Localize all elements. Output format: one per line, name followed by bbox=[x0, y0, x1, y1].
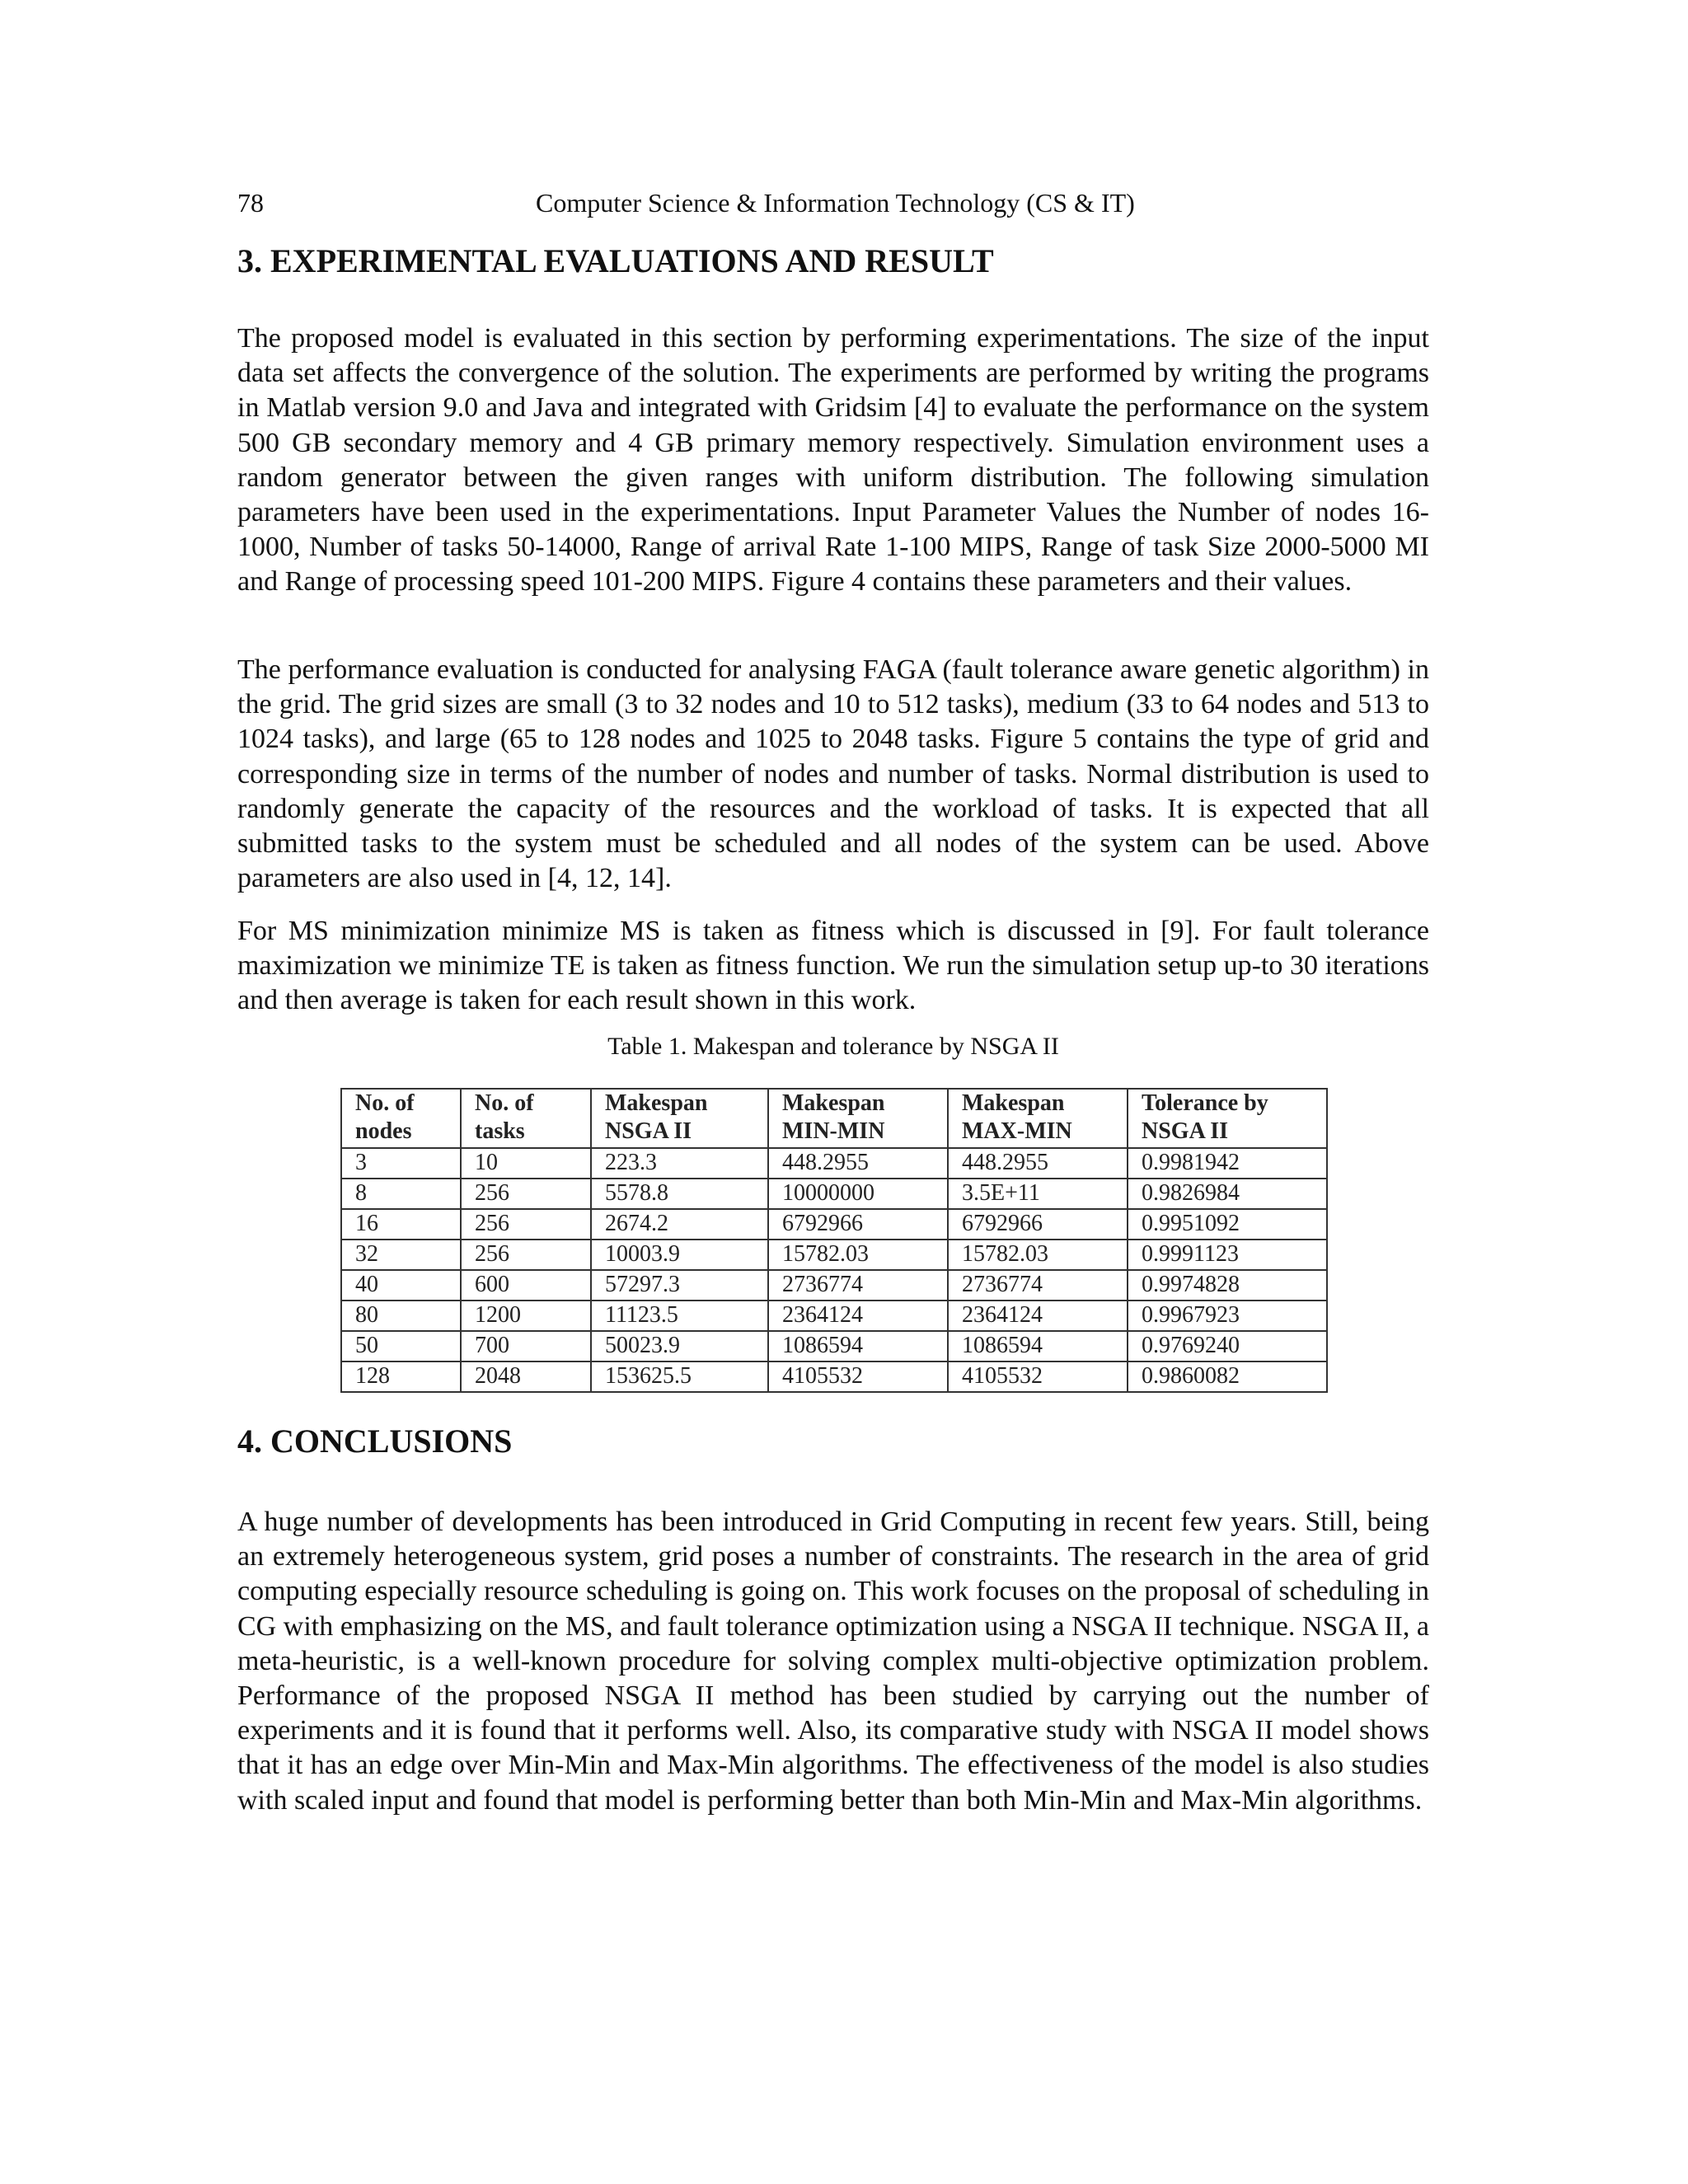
table-row bbox=[341, 1179, 1327, 1209]
table-row bbox=[341, 1331, 1327, 1361]
cell-makespan-min-min: 4105532 bbox=[768, 1361, 948, 1392]
cell-makespan-min-min: 2364124 bbox=[768, 1301, 948, 1331]
cell-tasks: 600 bbox=[461, 1270, 591, 1301]
cell-makespan-nsga: 5578.8 bbox=[591, 1179, 768, 1209]
header-makespan-min-min: Makespan MIN-MIN bbox=[768, 1089, 948, 1148]
cell-nodes: 80 bbox=[341, 1301, 461, 1331]
section-3-paragraph-3: For MS minimization minimize MS is taken as fitness which is discussed in [9]. For fault tolerance maximization we minimize TE is taken as fitness function. We run the simulation setup up-to 30 iterations and then average is taken for each result shown in this work. bbox=[237, 916, 1429, 1016]
header-makespan-nsga: Makespan NSGA II bbox=[591, 1089, 768, 1148]
cell-tolerance: 0.9991123 bbox=[1128, 1240, 1327, 1270]
cell-nodes: 128 bbox=[341, 1361, 461, 1392]
cell-makespan-max-min: 1086594 bbox=[948, 1331, 1128, 1361]
page-number: 78 bbox=[237, 188, 264, 218]
cell-tasks: 256 bbox=[461, 1179, 591, 1209]
cell-nodes: 8 bbox=[341, 1179, 461, 1209]
cell-nodes: 3 bbox=[341, 1148, 461, 1179]
cell-makespan-min-min: 15782.03 bbox=[768, 1240, 948, 1270]
table-header-row bbox=[341, 1089, 1327, 1148]
table-row bbox=[341, 1361, 1327, 1392]
table-row bbox=[341, 1270, 1327, 1301]
cell-makespan-max-min: 448.2955 bbox=[948, 1148, 1128, 1179]
cell-tolerance: 0.9826984 bbox=[1128, 1179, 1327, 1209]
cell-makespan-nsga: 57297.3 bbox=[591, 1270, 768, 1301]
header-makespan-max-min: Makespan MAX-MIN bbox=[948, 1089, 1128, 1148]
header-tasks: No. of tasks bbox=[461, 1089, 591, 1148]
cell-makespan-min-min: 10000000 bbox=[768, 1179, 948, 1209]
cell-tolerance: 0.9951092 bbox=[1128, 1209, 1327, 1240]
table-row bbox=[341, 1209, 1327, 1240]
section-3-paragraph-1: The proposed model is evaluated in this section by performing experimentations. The size of the input data set affects the convergence of the solution. The experiments are performed by writing the programs in Matlab version 9.0 and Java and integrated with Gridsim [4] to evaluate the performance on the system 500 GB secondary memory and 4 GB primary memory respectively. Simulation environment uses a random generator between the given ranges with uniform distribution. The following simulation parameters have been used in the experimentations. Input Parameter Values the Number of nodes 16-1000, Number of tasks 50-14000, Range of arrival Rate 1-100 MIPS, Range of task Size 2000-5000 MI and Range of processing speed 101-200 MIPS. Figure 4 contains these parameters and their values. bbox=[237, 323, 1429, 598]
cell-makespan-min-min: 448.2955 bbox=[768, 1148, 948, 1179]
cell-tolerance: 0.9981942 bbox=[1128, 1148, 1327, 1179]
cell-makespan-max-min: 2736774 bbox=[948, 1270, 1128, 1301]
running-header bbox=[237, 186, 1431, 219]
cell-makespan-nsga: 153625.5 bbox=[591, 1361, 768, 1392]
cell-makespan-nsga: 223.3 bbox=[591, 1148, 768, 1179]
header-nodes: No. of nodes bbox=[341, 1089, 461, 1148]
cell-tasks: 10 bbox=[461, 1148, 591, 1179]
section-3-title: 3. EXPERIMENTAL EVALUATIONS AND RESULT bbox=[237, 242, 994, 279]
section-4-title: 4. CONCLUSIONS bbox=[237, 1422, 513, 1460]
table-row bbox=[341, 1301, 1327, 1331]
cell-nodes: 50 bbox=[341, 1331, 461, 1361]
cell-makespan-max-min: 15782.03 bbox=[948, 1240, 1128, 1270]
table-1-makespan-tolerance bbox=[340, 1088, 1328, 1393]
cell-tasks: 256 bbox=[461, 1240, 591, 1270]
cell-tolerance: 0.9974828 bbox=[1128, 1270, 1327, 1301]
cell-makespan-min-min: 2736774 bbox=[768, 1270, 948, 1301]
cell-tasks: 1200 bbox=[461, 1301, 591, 1331]
cell-nodes: 32 bbox=[341, 1240, 461, 1270]
cell-makespan-max-min: 3.5E+11 bbox=[948, 1179, 1128, 1209]
cell-makespan-nsga: 50023.9 bbox=[591, 1331, 768, 1361]
cell-tasks: 700 bbox=[461, 1331, 591, 1361]
cell-makespan-max-min: 2364124 bbox=[948, 1301, 1128, 1331]
cell-makespan-min-min: 6792966 bbox=[768, 1209, 948, 1240]
table-row bbox=[341, 1240, 1327, 1270]
section-4-paragraph-1: A huge number of developments has been introduced in Grid Computing in recent few years. Still, being an extremely heterogeneous system, grid poses a number of constraints. The research in the area of grid computing especially resource scheduling is going on. This work focuses on the proposal of scheduling in CG with emphasizing on the MS, and fault tolerance optimization using a NSGA II technique. NSGA II, a meta-heuristic, is a well-known procedure for solving complex multi-objective optimization problem. Performance of the proposed NSGA II method has been studied by carrying out the number of experiments and it is found that it performs well. Also, its comparative study with NSGA II model shows that it has an edge over Min-Min and Max-Min algorithms. The effectiveness of the model is also studies with scaled input and found that model is performing better than both Min-Min and Max-Min algorithms. bbox=[237, 1507, 1429, 1816]
cell-makespan-nsga: 11123.5 bbox=[591, 1301, 768, 1331]
running-title: Computer Science & Information Technology (CS & IT) bbox=[536, 188, 1135, 218]
cell-makespan-nsga: 10003.9 bbox=[591, 1240, 768, 1270]
cell-tasks: 256 bbox=[461, 1209, 591, 1240]
header-tolerance-nsga: Tolerance by NSGA II bbox=[1128, 1089, 1327, 1148]
cell-nodes: 40 bbox=[341, 1270, 461, 1301]
section-3-paragraph-2: The performance evaluation is conducted for analysing FAGA (fault tolerance aware genetic algorithm) in the grid. The grid sizes are small (3 to 32 nodes and 10 to 512 tasks), medium (33 to 64 nodes and 513 to 1024 tasks), and large (65 to 128 nodes and 1025 to 2048 tasks. Figure 5 contains the type of grid and corresponding size in terms of the number of nodes and number of tasks. Normal distribution is used to randomly generate the capacity of the resources and the workload of tasks. It is expected that all submitted tasks to the system must be scheduled and all nodes of the system can be used. Above parameters are also used in [4, 12, 14]. bbox=[237, 654, 1429, 894]
cell-makespan-max-min: 6792966 bbox=[948, 1209, 1128, 1240]
cell-tolerance: 0.9769240 bbox=[1128, 1331, 1327, 1361]
cell-tasks: 2048 bbox=[461, 1361, 591, 1392]
cell-tolerance: 0.9860082 bbox=[1128, 1361, 1327, 1392]
cell-nodes: 16 bbox=[341, 1209, 461, 1240]
cell-makespan-max-min: 4105532 bbox=[948, 1361, 1128, 1392]
table-row bbox=[341, 1148, 1327, 1179]
cell-tolerance: 0.9967923 bbox=[1128, 1301, 1327, 1331]
table-1-caption: Table 1. Makespan and tolerance by NSGA II bbox=[607, 1033, 1059, 1060]
cell-makespan-min-min: 1086594 bbox=[768, 1331, 948, 1361]
cell-makespan-nsga: 2674.2 bbox=[591, 1209, 768, 1240]
